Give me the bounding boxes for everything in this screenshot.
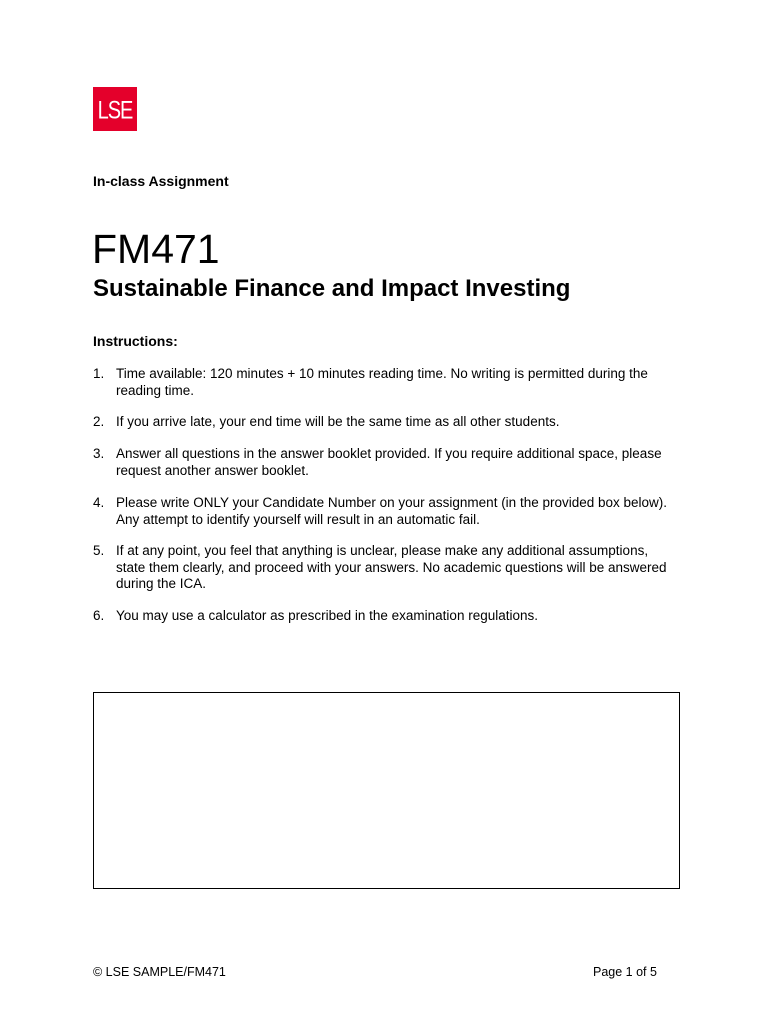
instruction-number: 2.	[93, 414, 105, 429]
instruction-item	[93, 366, 673, 399]
instruction-number: 5.	[93, 543, 105, 558]
instruction-item	[93, 608, 673, 625]
instruction-item	[93, 543, 673, 593]
lse-logo-text: LSE	[97, 96, 133, 125]
instruction-item	[93, 495, 673, 528]
instruction-number: 1.	[93, 366, 105, 381]
instruction-text: Answer all questions in the answer booklet provided. If you require additional space, please request another answer booklet.	[116, 446, 662, 478]
instruction-item	[93, 446, 673, 479]
course-title: Sustainable Finance and Impact Investing	[93, 275, 571, 302]
instruction-number: 6.	[93, 608, 105, 623]
instruction-text: You may use a calculator as prescribed in the examination regulations.	[116, 608, 538, 623]
course-code: FM471	[92, 226, 220, 272]
page-number: Page 1 of 5	[593, 965, 657, 979]
lse-logo	[93, 87, 137, 131]
instruction-text: If at any point, you feel that anything is unclear, please make any additional assumptions, state them clearly, and proceed with your answers. No academic questions will be answered during the ICA.	[116, 543, 667, 591]
candidate-number-box[interactable]	[93, 692, 680, 889]
instruction-number: 4.	[93, 495, 105, 510]
instruction-number: 3.	[93, 446, 105, 461]
instructions-heading: Instructions:	[93, 333, 178, 349]
instruction-text: Time available: 120 minutes + 10 minutes reading time. No writing is permitted during the reading time.	[116, 366, 648, 398]
instruction-text: Please write ONLY your Candidate Number on your assignment (in the provided box below). Any attempt to identify yourself will result in an automatic fail.	[116, 495, 668, 527]
instruction-item	[93, 414, 673, 431]
instruction-text: If you arrive late, your end time will be the same time as all other students.	[116, 414, 560, 429]
assignment-type: In-class Assignment	[93, 173, 229, 189]
footer-copyright: © LSE SAMPLE/FM471	[93, 965, 226, 979]
